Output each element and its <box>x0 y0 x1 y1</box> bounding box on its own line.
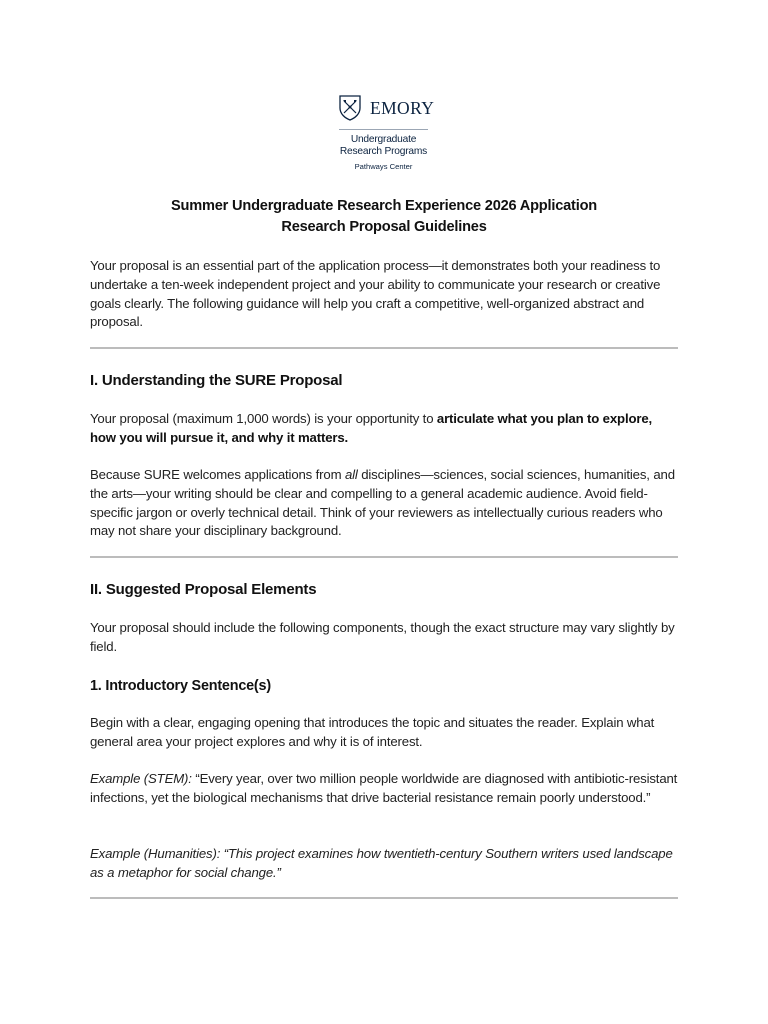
section2-paragraph1: Your proposal should include the following components, though the exact structure may vary slightly by field. <box>90 620 675 654</box>
subsection1-paragraph: Begin with a clear, engaging opening that introduces the topic and situates the reader. Explain what general area your project explores and why it is of interest. <box>90 715 655 749</box>
section1-p2-text-start: Because SURE welcomes applications from <box>90 467 345 482</box>
intro-paragraph: Your proposal is an essential part of the application process—it demonstrates both your readiness to undertake a ten-week independent project and your ability to communicate your research or creative goals clearly. The following guidance will help you craft a competitive, well-organized abstract and proposal. <box>90 258 661 330</box>
institution-wordmark: EMORY <box>370 97 435 118</box>
section1-p1-emphasis: articulate what you plan to explore, how you will pursue it, and why it matters. <box>90 411 653 445</box>
unit-subname: Pathways Center <box>354 162 413 171</box>
section2-heading: II. Suggested Proposal Elements <box>90 581 317 598</box>
subsection1-heading: 1. Introductory Sentence(s) <box>90 678 271 694</box>
section1-p1-text: Your proposal (maximum 1,000 words) is your opportunity to <box>90 411 437 426</box>
section-divider <box>90 347 678 349</box>
section-divider <box>90 897 678 899</box>
document-subtitle: Research Proposal Guidelines <box>281 219 487 235</box>
unit-name-line2: Research Programs <box>339 146 428 157</box>
emory-logo <box>339 94 434 122</box>
document-title: Summer Undergraduate Research Experience 2026 Application <box>170 198 598 214</box>
example-humanities <box>90 845 680 883</box>
unit-name-line1: Undergraduate <box>350 134 417 145</box>
emory-shield-icon <box>339 95 361 121</box>
example-stem-text: “Every year, over two million people worldwide are diagnosed with antibiotic-resistant infections, yet the biological mechanisms that drive bacterial resistance remain poorly understood.” <box>90 771 678 805</box>
example-humanities-text: Example (Humanities): “This project examines how twentieth-century Southern writers used landscape as a metaphor for social change.” <box>90 846 673 880</box>
section1-heading: I. Understanding the SURE Proposal <box>90 372 343 389</box>
example-stem-label: Example (STEM): <box>90 771 192 786</box>
example-stem <box>90 770 680 808</box>
section1-paragraph1 <box>90 410 680 448</box>
section1-p2-italic: all <box>344 467 358 482</box>
section1-paragraph2 <box>90 466 680 541</box>
section1-p2-text-end: disciplines—sciences, social sciences, humanities, and the arts—your writing should be clear and compelling to a general academic audience. Avoid field-specific jargon or overly technical detail. Think of your reviewers as intellectually curious readers who may not share your disciplinary background. <box>90 467 675 539</box>
logo-divider <box>339 129 428 130</box>
section-divider <box>90 556 678 558</box>
